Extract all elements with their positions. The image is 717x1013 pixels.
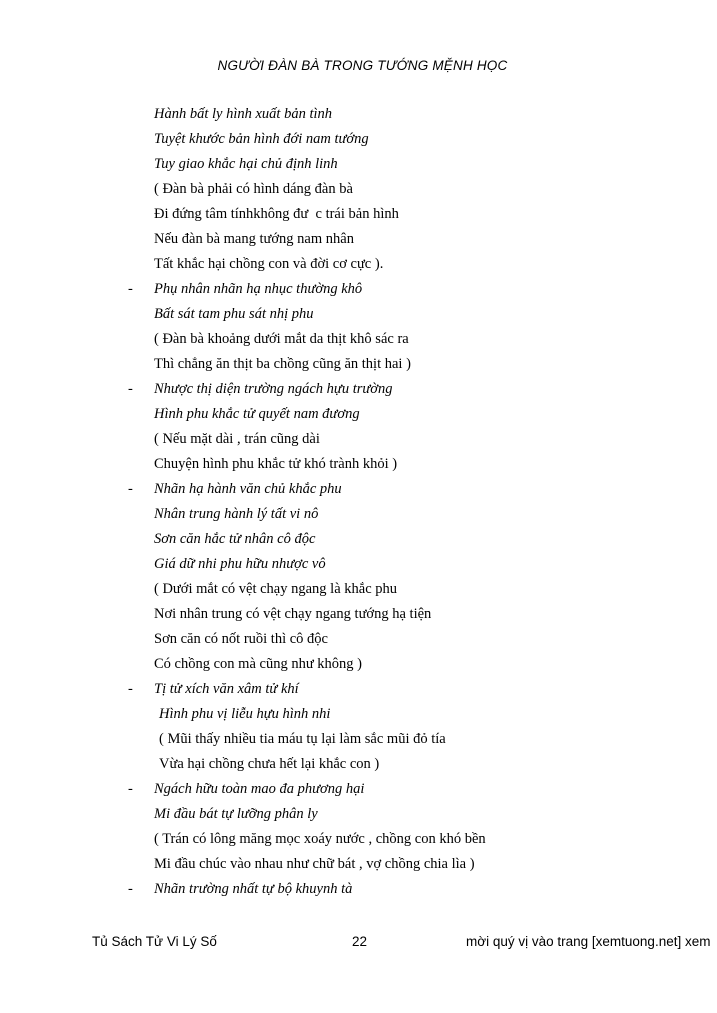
verse-line: Nhãn trường nhất tự bộ khuynh tà: [154, 881, 353, 897]
text-line: [0, 577, 717, 602]
verse-line: Ngách hữu toàn mao đa phương hại: [154, 781, 365, 797]
text-line: [0, 627, 717, 652]
text-line: [0, 602, 717, 627]
list-dash: -: [128, 381, 133, 397]
verse-line: Phụ nhân nhãn hạ nhục thường khô: [154, 281, 363, 297]
verse-line: Mi đầu bát tự lưỡng phân ly: [154, 806, 318, 822]
list-dash: -: [128, 281, 133, 297]
text-line: [0, 252, 717, 277]
translation-line: ( Nếu mặt dài , trán cũng dài: [154, 431, 320, 447]
text-line: [0, 652, 717, 677]
text-line: [0, 127, 717, 152]
text-line: [0, 102, 717, 127]
text-line: [0, 852, 717, 877]
text-line: [0, 727, 717, 752]
text-line: [0, 677, 717, 702]
text-line: [0, 527, 717, 552]
verse-line: Nhãn hạ hành văn chủ khắc phu: [154, 481, 342, 497]
text-line: [0, 427, 717, 452]
footer-book-title: Tủ Sách Tử Vi Lý Số: [92, 934, 217, 949]
verse-line: Hình phu vị liễu hựu hình nhi: [159, 706, 331, 722]
list-dash: -: [128, 481, 133, 497]
text-line: [0, 227, 717, 252]
verse-line: Hành bất ly hình xuất bản tình: [154, 106, 333, 122]
text-line: [0, 352, 717, 377]
verse-line: Tuyệt khước bản hình đới nam tướng: [154, 131, 369, 147]
footer-page-number: 22: [352, 934, 368, 949]
verse-line: Bất sát tam phu sát nhị phu: [154, 306, 314, 322]
text-line: [0, 202, 717, 227]
verse-line: Nhược thị diện trường ngách hựu trường: [154, 381, 393, 397]
translation-line: Vừa hại chồng chưa hết lại khắc con ): [159, 756, 380, 772]
text-line: [0, 752, 717, 777]
text-line: [0, 777, 717, 802]
text-line: [0, 452, 717, 477]
text-line: [0, 877, 717, 902]
text-line: [0, 402, 717, 427]
page-header-title: NGƯỜI ĐÀN BÀ TRONG TƯỚNG MỆNH HỌC: [217, 58, 508, 73]
text-line: [0, 377, 717, 402]
verse-line: Tị tử xích văn xâm tử khí: [154, 681, 299, 697]
verse-text-block: [0, 102, 717, 902]
verse-line: Tuy giao khắc hại chủ định linh: [154, 156, 338, 172]
verse-line: Nhân trung hành lý tất vi nô: [154, 506, 319, 522]
translation-line: ( Dưới mắt có vệt chạy ngang là khắc phu: [154, 581, 398, 597]
list-dash: -: [128, 881, 133, 897]
translation-line: ( Đàn bà khoảng dưới mắt da thịt khô sác ra: [154, 331, 409, 347]
text-line: [0, 702, 717, 727]
translation-line: Nếu đàn bà mang tướng nam nhân: [154, 231, 354, 247]
text-line: [0, 177, 717, 202]
text-line: [0, 802, 717, 827]
text-line: [0, 552, 717, 577]
verse-line: Hình phu khắc tử quyết nam đương: [154, 406, 360, 422]
translation-line: Thì chẳng ăn thịt ba chồng cũng ăn thịt hai ): [154, 356, 411, 372]
translation-line: ( Mũi thấy nhiều tia máu tụ lại làm sắc mũi đỏ tía: [159, 731, 446, 747]
translation-line: Sơn căn có nốt ruồi thì cô độc: [154, 631, 328, 647]
list-dash: -: [128, 781, 133, 797]
verse-line: Giá dữ nhi phu hữu nhược vô: [154, 556, 326, 572]
text-line: [0, 827, 717, 852]
text-line: [0, 302, 717, 327]
text-line: [0, 477, 717, 502]
footer-website-note: mời quý vị vào trang [xemtuong.net] xem: [466, 934, 711, 949]
text-line: [0, 327, 717, 352]
verse-line: Sơn căn hắc tử nhân cô độc: [154, 531, 316, 547]
translation-line: ( Trán có lông măng mọc xoáy nước , chồng con khó bền: [154, 831, 486, 847]
list-dash: -: [128, 681, 133, 697]
translation-line: ( Đàn bà phải có hình dáng đàn bà: [154, 181, 353, 197]
translation-line: Đi đứng tâm tínhkhông đư c trái bản hình: [154, 206, 399, 222]
text-line: [0, 277, 717, 302]
translation-line: Mi đầu chúc vào nhau như chữ bát , vợ chồng chia lìa ): [154, 856, 475, 872]
page-footer: [0, 934, 717, 954]
translation-line: Tất khắc hại chồng con và đời cơ cực ).: [154, 256, 384, 272]
text-line: [0, 152, 717, 177]
text-line: [0, 502, 717, 527]
translation-line: Có chồng con mà cũng như không ): [154, 656, 363, 672]
translation-line: Chuyện hình phu khắc tử khó trành khỏi ): [154, 456, 398, 472]
translation-line: Nơi nhân trung có vệt chạy ngang tướng hạ tiện: [154, 606, 432, 622]
